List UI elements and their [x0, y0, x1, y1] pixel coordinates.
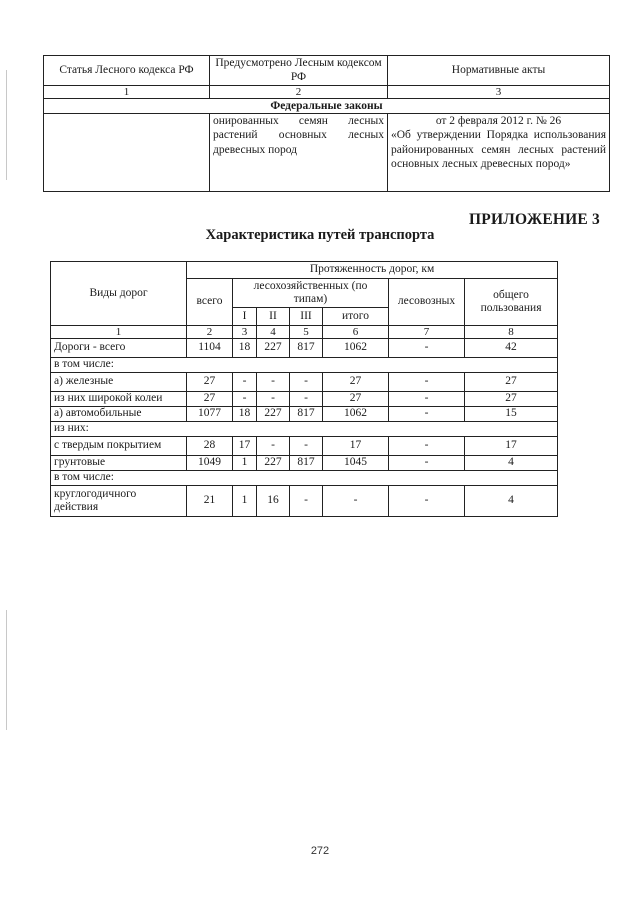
table-cell: 27 — [187, 392, 233, 407]
table-cell: 27 — [323, 373, 389, 392]
table-cell: - — [257, 392, 290, 407]
table-cell: 27 — [465, 373, 558, 392]
table-row — [51, 407, 558, 422]
page-number: 272 — [310, 845, 330, 857]
column-number: 1 — [51, 326, 187, 339]
header-forestry: лесохозяйственных (по типам) — [233, 279, 389, 308]
table-header-row — [44, 56, 610, 86]
column-number: 3 — [388, 86, 610, 99]
table-cell: 4 — [465, 456, 558, 471]
table-cell: - — [389, 456, 465, 471]
table-cell: - — [257, 373, 290, 392]
page-title: Характеристика путей транспорта — [205, 227, 435, 243]
table-cell: 1104 — [187, 339, 233, 358]
table-cell: 817 — [290, 456, 323, 471]
column-number: 8 — [465, 326, 558, 339]
table-cell: - — [290, 392, 323, 407]
header-length: Протяженность дорог, км — [187, 262, 558, 279]
table-row — [51, 373, 558, 392]
column-number-row — [51, 326, 558, 339]
table-row — [51, 339, 558, 358]
act-text: «Об утверждении Порядка использования районированных семян лесных растений основных лесных древесных пород» — [391, 129, 606, 171]
column-number: 4 — [257, 326, 290, 339]
table-cell: - — [389, 437, 465, 456]
table-cell: 4 — [465, 486, 558, 517]
appendix-label: ПРИЛОЖЕНИЕ 3 — [469, 211, 600, 228]
cell-provided: онированных семян лесных растений основных лесных древесных пород — [210, 114, 388, 192]
table-row — [51, 456, 558, 471]
subheading-row — [51, 471, 558, 486]
table-cell: 18 — [233, 407, 257, 422]
act-date: от 2 февраля 2012 г. № 26 — [435, 115, 562, 127]
table-cell: 1077 — [187, 407, 233, 422]
scan-margin-line — [6, 70, 7, 180]
table-row — [51, 392, 558, 407]
table-body — [51, 339, 558, 517]
table-cell: 1 — [233, 456, 257, 471]
table-cell: 227 — [257, 456, 290, 471]
table-cell: - — [389, 486, 465, 517]
column-number: 3 — [233, 326, 257, 339]
header-timber: лесовозных — [389, 279, 465, 326]
header-acts: Нормативные акты — [388, 56, 610, 86]
row-label: грунтовые — [51, 456, 187, 471]
table-cell: 1 — [233, 486, 257, 517]
column-number: 6 — [323, 326, 389, 339]
column-number: 2 — [187, 326, 233, 339]
table-cell: 1062 — [323, 407, 389, 422]
table-cell: 27 — [187, 373, 233, 392]
column-number-row — [44, 86, 610, 99]
table-cell: 17 — [323, 437, 389, 456]
header-public: общего пользования — [465, 279, 558, 326]
row-label: из них: — [51, 422, 558, 437]
subheading-row — [51, 358, 558, 373]
table-cell: 28 — [187, 437, 233, 456]
table-cell: 18 — [233, 339, 257, 358]
header-road-types: Виды дорог — [51, 262, 187, 326]
table-cell: 17 — [465, 437, 558, 456]
header-type-2: II — [257, 308, 290, 326]
table-cell: 27 — [465, 392, 558, 407]
section-title: Федеральные законы — [44, 99, 610, 114]
table-cell: 1049 — [187, 456, 233, 471]
row-label: Дороги - всего — [51, 339, 187, 358]
row-label: из них широкой колеи — [51, 392, 187, 407]
subheading-row — [51, 422, 558, 437]
table-row — [44, 114, 610, 192]
header-article: Статья Лесного кодекса РФ — [44, 56, 210, 86]
row-label: с твердым покрытием — [51, 437, 187, 456]
header-provided: Предусмотрено Лесным кодексом РФ — [210, 56, 388, 86]
header-type-1: I — [233, 308, 257, 326]
table-cell: - — [389, 392, 465, 407]
row-label: в том числе: — [51, 471, 558, 486]
table-cell: - — [290, 373, 323, 392]
row-label: а) железные — [51, 373, 187, 392]
normative-acts-table — [43, 55, 610, 192]
header-total: всего — [187, 279, 233, 326]
table-header-row — [51, 262, 558, 279]
header-subtotal: итого — [323, 308, 389, 326]
table-cell: 17 — [233, 437, 257, 456]
table-cell: - — [257, 437, 290, 456]
table-cell: 817 — [290, 339, 323, 358]
table-cell: - — [389, 339, 465, 358]
transport-routes-table — [50, 261, 558, 517]
table-row — [51, 486, 558, 517]
row-label: а) автомобильные — [51, 407, 187, 422]
table-cell: - — [389, 407, 465, 422]
table-cell: - — [389, 373, 465, 392]
table-cell: - — [233, 373, 257, 392]
table-cell: 16 — [257, 486, 290, 517]
table-cell: - — [290, 437, 323, 456]
section-row — [44, 99, 610, 114]
table-cell: 817 — [290, 407, 323, 422]
column-number: 1 — [44, 86, 210, 99]
table-cell: 42 — [465, 339, 558, 358]
column-number: 7 — [389, 326, 465, 339]
table-cell: 227 — [257, 339, 290, 358]
column-number: 2 — [210, 86, 388, 99]
header-type-3: III — [290, 308, 323, 326]
column-number: 5 — [290, 326, 323, 339]
cell-article — [44, 114, 210, 192]
table-cell: 227 — [257, 407, 290, 422]
table-cell: 21 — [187, 486, 233, 517]
row-label: круглогодичного действия — [51, 486, 187, 517]
row-label: в том числе: — [51, 358, 558, 373]
table-cell: - — [290, 486, 323, 517]
table-cell: 27 — [323, 392, 389, 407]
table-row — [51, 437, 558, 456]
table-cell: 15 — [465, 407, 558, 422]
cell-act — [388, 114, 610, 192]
table-cell: - — [233, 392, 257, 407]
table-cell: - — [323, 486, 389, 517]
scan-margin-line — [6, 610, 7, 730]
table-cell: 1062 — [323, 339, 389, 358]
table-cell: 1045 — [323, 456, 389, 471]
